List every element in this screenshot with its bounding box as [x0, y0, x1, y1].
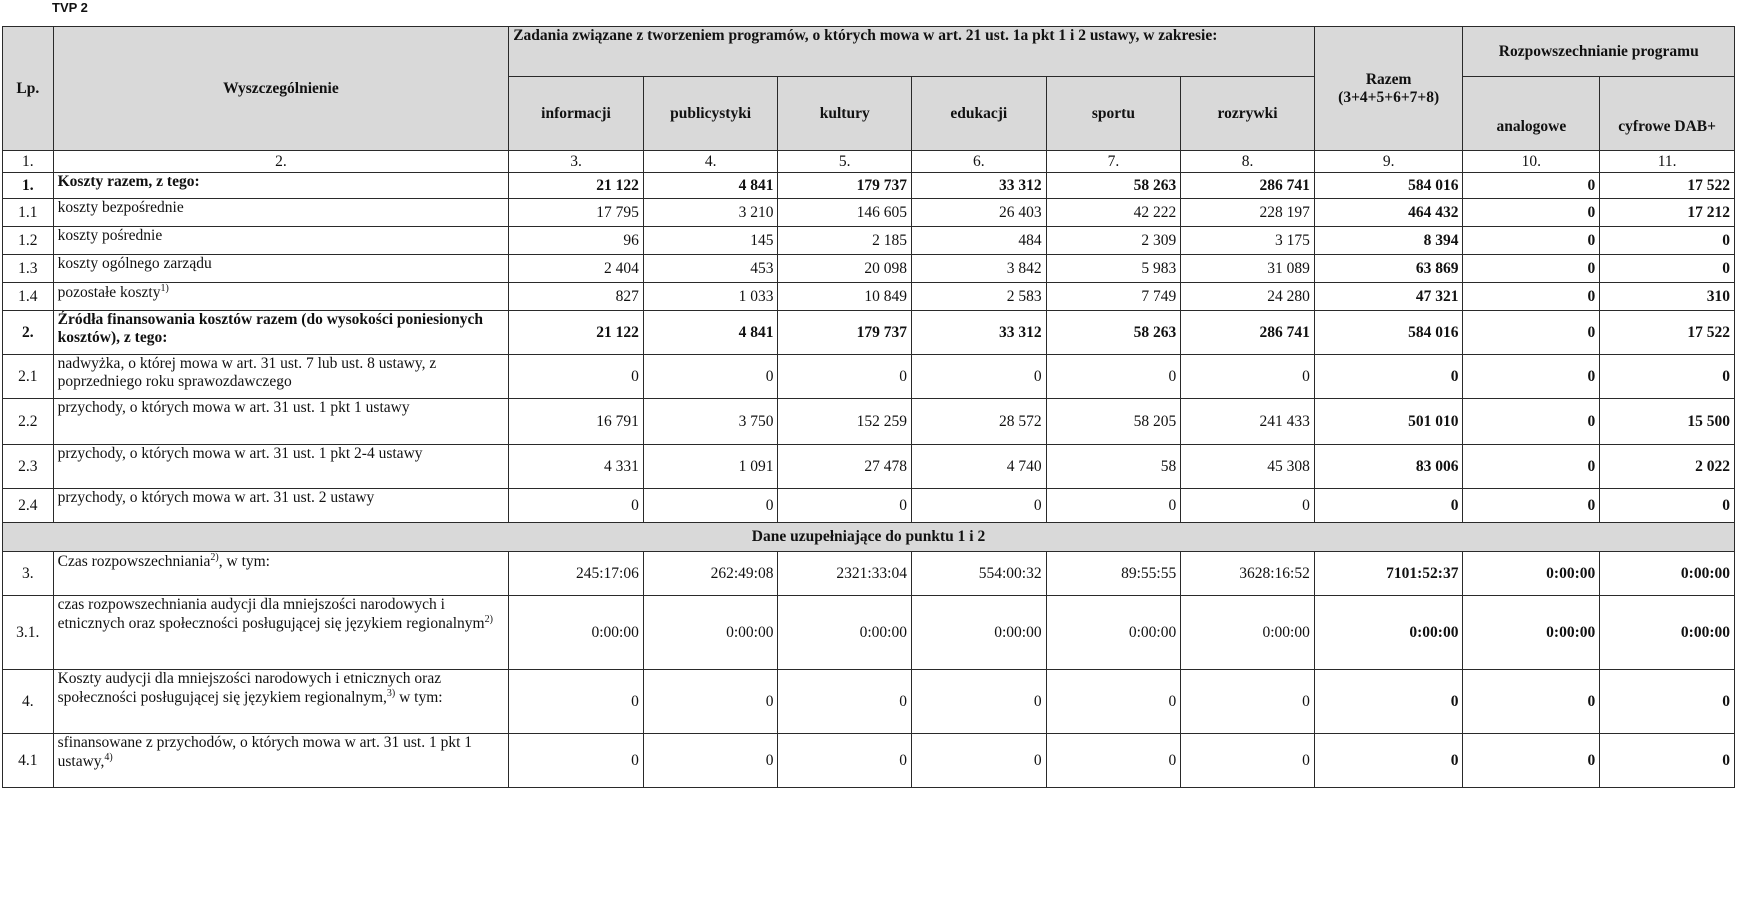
value-cell-col-4: 3 210 [643, 199, 778, 227]
value-cell-col-11: 0 [1600, 227, 1735, 255]
column-number-7: 7. [1046, 151, 1181, 173]
value-cell-col-10: 0 [1463, 399, 1600, 445]
value-cell-col-11: 17 212 [1600, 199, 1735, 227]
table-row [3, 199, 1735, 227]
row-lp: 1. [3, 173, 54, 199]
table-row [3, 173, 1735, 199]
value-cell-col-9: 7101:52:37 [1314, 552, 1463, 596]
header-tasks-group: Zadania związane z tworzeniem programów, o których mowa w art. 21 ust. 1a pkt 1 i 2 ustawy, w zakresie: [509, 27, 1315, 77]
value-cell-col-4: 0 [643, 355, 778, 399]
header-task-col-5: sportu [1046, 77, 1181, 151]
value-cell-col-8: 0 [1181, 489, 1315, 523]
row-description [53, 445, 509, 489]
header-task-col-3: kultury [778, 77, 912, 151]
value-cell-col-9: 501 010 [1314, 399, 1463, 445]
row-description-text: Źródła finansowania kosztów razem (do wysokości poniesionych kosztów), z tego: [57, 311, 484, 346]
row-lp: 4. [3, 670, 54, 734]
header-task-col-2: publicystyki [643, 77, 778, 151]
value-cell-col-6: 26 403 [912, 199, 1047, 227]
value-cell-col-7: 0 [1046, 670, 1181, 734]
row-lp: 2.4 [3, 489, 54, 523]
value-cell-col-11: 0 [1600, 734, 1735, 788]
value-cell-col-6: 0 [912, 489, 1047, 523]
value-cell-col-7: 0 [1046, 355, 1181, 399]
row-description [53, 227, 509, 255]
section-row [3, 523, 1735, 552]
header-distribution-col-2: cyfrowe DAB+ [1600, 77, 1735, 151]
value-cell-col-4: 4 841 [643, 173, 778, 199]
row-description [53, 552, 509, 596]
header-total [1314, 27, 1463, 151]
value-cell-col-9: 0 [1314, 734, 1463, 788]
footnote-marker: 2) [210, 552, 219, 563]
value-cell-col-8: 3628:16:52 [1181, 552, 1315, 596]
row-description-text: czas rozpowszechniania audycji dla mniejszości narodowych i etnicznych oraz społeczności posługującej się językiem regionalnym [57, 596, 485, 632]
header-task-col-6: rozrywki [1181, 77, 1315, 151]
value-cell-col-9: 63 869 [1314, 255, 1463, 283]
value-cell-col-10: 0 [1463, 445, 1600, 489]
row-description-text: koszty ogólnego zarządu [57, 255, 212, 272]
value-cell-col-8: 3 175 [1181, 227, 1315, 255]
value-cell-col-6: 3 842 [912, 255, 1047, 283]
header-description: Wyszczególnienie [53, 27, 509, 151]
supplementary-row [3, 670, 1735, 734]
row-description-text: Czas rozpowszechniania [57, 553, 211, 571]
value-cell-col-8: 0:00:00 [1181, 596, 1315, 670]
header-row-top [3, 27, 1735, 77]
value-cell-col-11: 0 [1600, 355, 1735, 399]
value-cell-col-7: 0 [1046, 734, 1181, 788]
row-description-text: przychody, o których mowa w art. 31 ust. 1 pkt 2-4 ustawy [57, 445, 423, 462]
value-cell-col-4: 453 [643, 255, 778, 283]
footnote-marker: 1) [160, 283, 169, 294]
value-cell-col-3: 2 404 [509, 255, 644, 283]
value-cell-col-7: 0 [1046, 489, 1181, 523]
value-cell-col-10: 0 [1463, 199, 1600, 227]
supplementary-row [3, 596, 1735, 670]
row-lp: 1.4 [3, 283, 54, 311]
value-cell-col-9: 0 [1314, 489, 1463, 523]
table-row [3, 489, 1735, 523]
value-cell-col-10: 0 [1463, 734, 1600, 788]
value-cell-col-8: 241 433 [1181, 399, 1315, 445]
value-cell-col-10: 0 [1463, 489, 1600, 523]
value-cell-col-3: 0 [509, 489, 644, 523]
row-description [53, 734, 509, 788]
value-cell-col-6: 33 312 [912, 311, 1047, 355]
row-lp: 1.2 [3, 227, 54, 255]
value-cell-col-10: 0 [1463, 670, 1600, 734]
value-cell-col-3: 21 122 [509, 173, 644, 199]
value-cell-col-7: 7 749 [1046, 283, 1181, 311]
row-description-text: Koszty razem, z tego: [57, 173, 200, 190]
table-row [3, 355, 1735, 399]
value-cell-col-7: 89:55:55 [1046, 552, 1181, 596]
row-lp: 1.3 [3, 255, 54, 283]
header-total-formula: (3+4+5+6+7+8) [1338, 88, 1440, 106]
value-cell-col-5: 0:00:00 [778, 596, 912, 670]
row-lp: 2.3 [3, 445, 54, 489]
value-cell-col-6: 4 740 [912, 445, 1047, 489]
value-cell-col-9: 0 [1314, 355, 1463, 399]
supplementary-row [3, 734, 1735, 788]
row-description [53, 489, 509, 523]
value-cell-col-3: 16 791 [509, 399, 644, 445]
value-cell-col-4: 262:49:08 [643, 552, 778, 596]
value-cell-col-6: 33 312 [912, 173, 1047, 199]
value-cell-col-3: 4 331 [509, 445, 644, 489]
value-cell-col-6: 554:00:32 [912, 552, 1047, 596]
supplementary-row [3, 552, 1735, 596]
row-description-suffix: , w tym: [218, 553, 270, 571]
value-cell-col-8: 228 197 [1181, 199, 1315, 227]
value-cell-col-11: 17 522 [1600, 311, 1735, 355]
footnote-marker: 4) [104, 751, 113, 763]
header-task-col-1: informacji [509, 77, 644, 151]
column-number-4: 4. [643, 151, 778, 173]
footnote-marker: 3) [386, 687, 396, 699]
value-cell-col-5: 20 098 [778, 255, 912, 283]
value-cell-col-8: 0 [1181, 670, 1315, 734]
value-cell-col-6: 0 [912, 355, 1047, 399]
value-cell-col-7: 58 263 [1046, 173, 1181, 199]
value-cell-col-10: 0 [1463, 227, 1600, 255]
column-number-3: 3. [509, 151, 644, 173]
value-cell-col-5: 152 259 [778, 399, 912, 445]
value-cell-col-7: 2 309 [1046, 227, 1181, 255]
value-cell-col-8: 286 741 [1181, 173, 1315, 199]
value-cell-col-11: 0:00:00 [1600, 552, 1735, 596]
column-number-5: 5. [778, 151, 912, 173]
table-row [3, 255, 1735, 283]
row-lp: 2. [3, 311, 54, 355]
value-cell-col-5: 146 605 [778, 199, 912, 227]
table-row [3, 227, 1735, 255]
value-cell-col-10: 0:00:00 [1463, 552, 1600, 596]
value-cell-col-11: 0:00:00 [1600, 596, 1735, 670]
header-total-title: Razem [1365, 70, 1412, 88]
value-cell-col-5: 0 [778, 355, 912, 399]
value-cell-col-7: 58 [1046, 445, 1181, 489]
value-cell-col-8: 0 [1181, 734, 1315, 788]
value-cell-col-5: 0 [778, 489, 912, 523]
value-cell-col-5: 10 849 [778, 283, 912, 311]
value-cell-col-10: 0 [1463, 311, 1600, 355]
row-description-text: pozostałe koszty [57, 284, 161, 302]
row-description [53, 255, 509, 283]
value-cell-col-10: 0 [1463, 255, 1600, 283]
value-cell-col-5: 179 737 [778, 173, 912, 199]
table-row [3, 311, 1735, 355]
column-number-9: 9. [1314, 151, 1463, 173]
value-cell-col-3: 827 [509, 283, 644, 311]
value-cell-col-6: 0 [912, 670, 1047, 734]
row-description [53, 283, 509, 311]
value-cell-col-10: 0 [1463, 283, 1600, 311]
column-number-6: 6. [912, 151, 1047, 173]
header-lp: Lp. [3, 27, 54, 151]
row-description [53, 199, 509, 227]
value-cell-col-11: 15 500 [1600, 399, 1735, 445]
value-cell-col-6: 0 [912, 734, 1047, 788]
column-number-8: 8. [1181, 151, 1315, 173]
value-cell-col-10: 0:00:00 [1463, 596, 1600, 670]
value-cell-col-5: 0 [778, 734, 912, 788]
row-lp: 3. [3, 552, 54, 596]
value-cell-col-8: 24 280 [1181, 283, 1315, 311]
value-cell-col-11: 2 022 [1600, 445, 1735, 489]
value-cell-col-9: 584 016 [1314, 173, 1463, 199]
value-cell-col-7: 58 205 [1046, 399, 1181, 445]
value-cell-col-11: 0 [1600, 670, 1735, 734]
header-distribution-col-1: analogowe [1463, 77, 1600, 151]
value-cell-col-9: 8 394 [1314, 227, 1463, 255]
row-description-text: Koszty audycji dla mniejszości narodowych i etnicznych oraz społeczności posługującej się językiem regionalnym, [57, 670, 442, 706]
value-cell-col-9: 83 006 [1314, 445, 1463, 489]
row-description-text: przychody, o których mowa w art. 31 ust. 1 pkt 1 ustawy [57, 399, 410, 416]
table-row [3, 283, 1735, 311]
value-cell-col-10: 0 [1463, 355, 1600, 399]
value-cell-col-11: 0 [1600, 489, 1735, 523]
row-description-suffix: w tym: [395, 688, 443, 706]
financial-report-table [2, 26, 1735, 788]
value-cell-col-11: 17 522 [1600, 173, 1735, 199]
row-description-text: koszty bezpośrednie [57, 199, 184, 216]
value-cell-col-7: 5 983 [1046, 255, 1181, 283]
value-cell-col-6: 28 572 [912, 399, 1047, 445]
value-cell-col-5: 2321:33:04 [778, 552, 912, 596]
column-number-10: 10. [1463, 151, 1600, 173]
value-cell-col-8: 0 [1181, 355, 1315, 399]
table-row [3, 399, 1735, 445]
value-cell-col-4: 0 [643, 489, 778, 523]
value-cell-col-3: 245:17:06 [509, 552, 644, 596]
value-cell-col-3: 0 [509, 670, 644, 734]
section-label: Dane uzupełniające do punktu 1 i 2 [3, 523, 1735, 552]
row-description [53, 670, 509, 734]
header-distribution-group: Rozpowszechnianie programu [1463, 27, 1735, 77]
row-description-text: koszty pośrednie [57, 227, 163, 244]
column-number-11: 11. [1600, 151, 1735, 173]
row-description [53, 399, 509, 445]
value-cell-col-7: 58 263 [1046, 311, 1181, 355]
value-cell-col-3: 17 795 [509, 199, 644, 227]
value-cell-col-4: 0 [643, 670, 778, 734]
row-description-text: sfinansowane z przychodów, o których mowa w art. 31 ust. 1 pkt 1 ustawy, [57, 734, 472, 770]
value-cell-col-3: 96 [509, 227, 644, 255]
column-number-row [3, 151, 1735, 173]
value-cell-col-5: 0 [778, 670, 912, 734]
value-cell-col-4: 1 033 [643, 283, 778, 311]
value-cell-col-5: 179 737 [778, 311, 912, 355]
row-description-text: przychody, o których mowa w art. 31 ust. 2 ustawy [57, 489, 375, 506]
value-cell-col-3: 0:00:00 [509, 596, 644, 670]
value-cell-col-10: 0 [1463, 173, 1600, 199]
value-cell-col-7: 42 222 [1046, 199, 1181, 227]
column-number-2: 2. [53, 151, 509, 173]
row-description [53, 311, 509, 355]
value-cell-col-8: 45 308 [1181, 445, 1315, 489]
value-cell-col-9: 0 [1314, 670, 1463, 734]
row-description-text: nadwyżka, o której mowa w art. 31 ust. 7 lub ust. 8 ustawy, z poprzedniego roku sprawozdawczego [57, 355, 437, 390]
row-lp: 2.1 [3, 355, 54, 399]
value-cell-col-8: 31 089 [1181, 255, 1315, 283]
value-cell-col-5: 27 478 [778, 445, 912, 489]
value-cell-col-7: 0:00:00 [1046, 596, 1181, 670]
value-cell-col-11: 0 [1600, 255, 1735, 283]
document-label: TVP 2 [52, 0, 88, 15]
value-cell-col-4: 145 [643, 227, 778, 255]
row-lp: 4.1 [3, 734, 54, 788]
row-lp: 1.1 [3, 199, 54, 227]
header-task-col-4: edukacji [912, 77, 1047, 151]
value-cell-col-6: 2 583 [912, 283, 1047, 311]
value-cell-col-6: 484 [912, 227, 1047, 255]
value-cell-col-3: 0 [509, 355, 644, 399]
value-cell-col-9: 0:00:00 [1314, 596, 1463, 670]
row-lp: 2.2 [3, 399, 54, 445]
value-cell-col-6: 0:00:00 [912, 596, 1047, 670]
value-cell-col-9: 584 016 [1314, 311, 1463, 355]
value-cell-col-4: 0 [643, 734, 778, 788]
value-cell-col-3: 0 [509, 734, 644, 788]
value-cell-col-4: 4 841 [643, 311, 778, 355]
value-cell-col-4: 1 091 [643, 445, 778, 489]
table-row [3, 445, 1735, 489]
column-number-1: 1. [3, 151, 54, 173]
value-cell-col-9: 47 321 [1314, 283, 1463, 311]
row-description [53, 355, 509, 399]
value-cell-col-4: 0:00:00 [643, 596, 778, 670]
value-cell-col-8: 286 741 [1181, 311, 1315, 355]
row-lp: 3.1. [3, 596, 54, 670]
value-cell-col-9: 464 432 [1314, 199, 1463, 227]
value-cell-col-5: 2 185 [778, 227, 912, 255]
row-description [53, 173, 509, 199]
value-cell-col-11: 310 [1600, 283, 1735, 311]
value-cell-col-4: 3 750 [643, 399, 778, 445]
footnote-marker: 2) [484, 613, 493, 625]
row-description [53, 596, 509, 670]
value-cell-col-3: 21 122 [509, 311, 644, 355]
